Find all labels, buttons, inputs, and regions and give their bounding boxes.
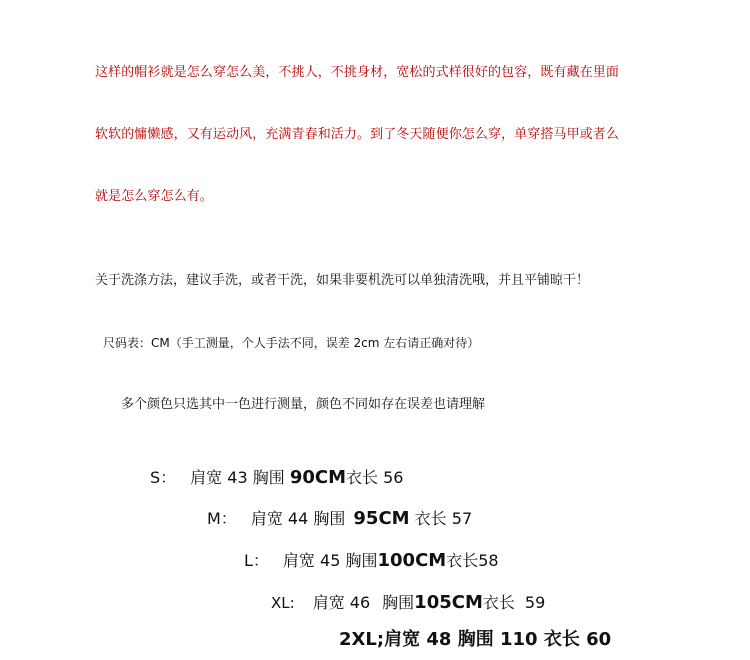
color-measurement-note: 多个颜色只选其中一色进行测量，颜色不同如存在误差也请理解 <box>121 397 486 412</box>
size-label: 2XL; <box>339 629 385 650</box>
chest-value: 110 <box>499 629 538 650</box>
chest-label: 胸围 <box>457 629 494 650</box>
length-value: 57 <box>451 509 473 528</box>
shoulder-value: 46 <box>349 593 371 612</box>
size-row-2xl <box>339 631 611 649</box>
chest-value: 105CM <box>414 592 483 613</box>
shoulder-label: 肩宽 <box>312 593 345 612</box>
description-line-1: 这样的帽衫就是怎么穿怎么美，不挑人，不挑身材，宽松的式样很好的包容，既有藏在里面 <box>95 65 620 80</box>
size-row-m <box>207 510 472 528</box>
description-line-3: 就是怎么穿怎么有。 <box>95 189 213 204</box>
length-value: 58 <box>478 551 499 570</box>
length-label: 衣长 <box>446 551 479 570</box>
shoulder-value: 44 <box>287 509 309 528</box>
length-label: 衣长 <box>414 509 447 528</box>
size-row-xl <box>271 594 545 612</box>
chest-value: 95CM <box>353 508 410 529</box>
size-label: L： <box>244 551 269 570</box>
shoulder-value: 48 <box>426 629 452 650</box>
shoulder-value: 45 <box>320 551 341 570</box>
size-label: XL: <box>271 594 295 612</box>
washing-instructions: 关于洗涤方法，建议手洗，或者干洗，如果非要机洗可以单独清洗哦，并且平铺晾干！ <box>95 273 590 288</box>
chest-label: 胸围 <box>252 468 285 487</box>
length-value: 59 <box>524 593 546 612</box>
chest-label: 胸围 <box>313 509 346 528</box>
chest-label: 胸围 <box>382 593 415 612</box>
length-value: 56 <box>383 468 404 487</box>
size-label: M： <box>207 509 237 528</box>
length-label: 衣长 <box>543 629 580 650</box>
chest-value: 100CM <box>377 550 447 571</box>
shoulder-value: 43 <box>227 468 248 487</box>
shoulder-label: 肩宽 <box>250 509 283 528</box>
description-line-2: 软软的慵懒感，又有运动风，充满青春和活力。到了冬天随便你怎么穿，单穿搭马甲或者么 <box>95 127 620 142</box>
shoulder-label: 肩宽 <box>384 629 421 650</box>
size-row-s <box>150 469 403 487</box>
length-label: 衣长 <box>482 593 515 612</box>
length-value: 60 <box>586 629 612 650</box>
chest-label: 胸围 <box>345 551 378 570</box>
length-label: 衣长 <box>346 468 379 487</box>
size-label: S： <box>150 468 177 487</box>
chest-value: 90CM <box>289 467 347 488</box>
size-row-l <box>244 552 499 570</box>
shoulder-label: 肩宽 <box>282 551 315 570</box>
shoulder-label: 肩宽 <box>190 468 223 487</box>
size-chart-title: 尺码表：CM（手工测量，个人手法不同，误差 2cm 左右请正确对待） <box>103 336 480 350</box>
